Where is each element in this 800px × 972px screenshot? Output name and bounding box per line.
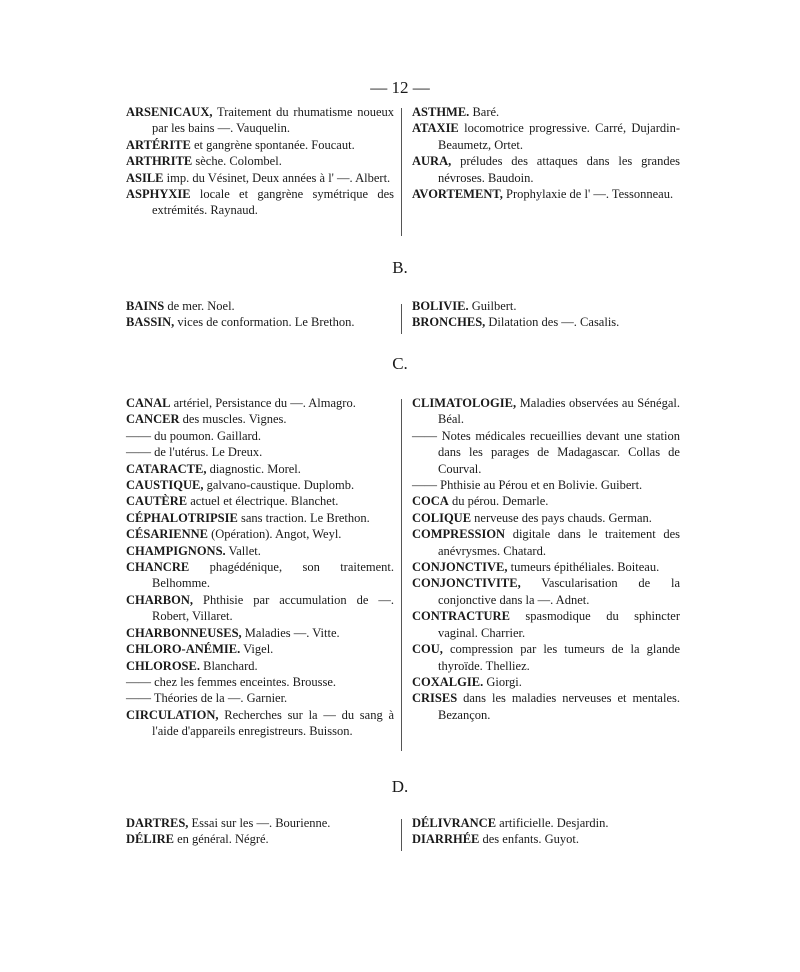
entry-heading: ——	[126, 691, 151, 706]
entry-text: sans traction. Le Brethon.	[237, 510, 370, 525]
entry-heading: ——	[126, 445, 151, 460]
index-entry	[126, 314, 394, 330]
index-entry	[126, 444, 394, 460]
entry-text: galvano-caustique. Duplomb.	[203, 478, 355, 493]
index-entry	[126, 395, 394, 411]
index-entry	[126, 707, 394, 740]
entry-text: vices de conformation. Le Brethon.	[174, 315, 355, 330]
entry-heading: CHAMPIGNONS.	[126, 543, 226, 558]
entry-text: Recherches sur la — du sang à l'aide d'appareils enregistreurs. Buisson.	[152, 707, 394, 739]
entry-heading: CATARACTE,	[126, 461, 207, 476]
entry-heading: COLIQUE	[412, 510, 472, 525]
entry-text: imp. du Vésinet, Deux années à l' —. Albert.	[163, 170, 391, 185]
index-entry	[412, 104, 680, 120]
entry-text: Dilatation des —. Casalis.	[485, 315, 620, 330]
index-entry	[412, 298, 680, 314]
index-entry	[126, 658, 394, 674]
entry-text: Maladies —. Vitte.	[241, 625, 340, 640]
index-entry	[412, 526, 680, 559]
entry-heading: ASPHYXIE	[126, 187, 191, 202]
column-divider	[401, 108, 402, 236]
entry-text: Vascularisation de la conjonctive dans la —. Adnet.	[438, 576, 680, 607]
index-entry	[126, 298, 394, 314]
entry-text: du pérou. Demarle.	[448, 494, 549, 509]
index-entry	[412, 395, 680, 428]
entry-heading: CÉPHALOTRIPSIE	[126, 510, 238, 525]
index-entry	[126, 559, 394, 592]
column-left	[126, 815, 394, 848]
entry-text: actuel et électrique. Blanchet.	[187, 494, 339, 509]
entry-text: Phthisie par accumulation de —. Robert, Villaret.	[152, 592, 394, 624]
column-right	[412, 104, 680, 202]
entry-heading: DIARRHÉE	[412, 832, 480, 847]
entry-text: de mer. Noel.	[164, 299, 235, 313]
entry-text: du poumon. Gaillard.	[151, 428, 262, 443]
column-divider	[401, 304, 402, 334]
entry-text: nerveuse des pays chauds. German.	[471, 510, 652, 525]
entry-heading: ATAXIE	[412, 121, 459, 136]
index-entry	[412, 559, 680, 575]
entry-heading: CHARBONNEUSES,	[126, 625, 242, 640]
index-entry	[412, 815, 680, 831]
index-entry	[412, 428, 680, 477]
entry-heading: CAUTÈRE	[126, 494, 188, 509]
index-entry	[126, 526, 394, 542]
entry-heading: CANCER	[126, 412, 180, 427]
index-entry	[412, 641, 680, 674]
entry-heading: DÉLIVRANCE	[412, 816, 497, 830]
entry-heading: CONJONCTIVE,	[412, 560, 508, 575]
column-divider	[401, 819, 402, 851]
column-right	[412, 298, 680, 331]
entry-text: digitale dans le traitement des anévrysmes. Chatard.	[438, 527, 680, 558]
entry-text: dans les maladies nerveuses et mentales. Bezançon.	[438, 691, 680, 722]
entry-heading: ——	[412, 428, 437, 443]
entry-text: locale et gangrène symétrique des extrémités. Raynaud.	[152, 187, 394, 218]
index-entry	[412, 831, 680, 847]
index-entry	[412, 186, 680, 202]
entry-heading: CRISES	[412, 691, 458, 706]
entry-text: Vigel.	[240, 642, 274, 657]
index-entry	[412, 510, 680, 526]
entry-text: de l'utérus. Le Dreux.	[151, 445, 263, 460]
entry-heading: CONJONCTIVITE,	[412, 576, 521, 591]
entry-heading: AVORTEMENT,	[412, 187, 503, 202]
entry-heading: BRONCHES,	[412, 315, 486, 330]
index-entry	[126, 428, 394, 444]
index-entry	[126, 674, 394, 690]
entry-text: Phthisie au Pérou et en Bolivie. Guibert.	[437, 478, 643, 493]
index-entry	[126, 153, 394, 169]
section-letter-d: D.	[391, 777, 409, 796]
entry-heading: CHLORO-ANÉMIE.	[126, 642, 241, 657]
entry-heading: CHANCRE	[126, 560, 190, 575]
entry-text: locomotrice progressive. Carré, Dujardin-Beaumetz, Ortet.	[438, 121, 680, 152]
index-entry	[126, 510, 394, 526]
entry-text: et gangrène spontanée. Foucaut.	[190, 137, 355, 152]
index-entry	[412, 477, 680, 493]
entry-heading: DÉLIRE	[126, 832, 174, 847]
column-left	[126, 298, 394, 331]
entry-heading: CHARBON,	[126, 592, 194, 607]
entry-heading: COU,	[412, 642, 443, 657]
index-entry	[126, 186, 394, 219]
entry-text: (Opération). Angot, Weyl.	[207, 527, 342, 542]
index-entry	[126, 411, 394, 427]
column-left	[126, 104, 394, 219]
entry-heading: CÉSARIENNE	[126, 527, 208, 542]
entry-text: sèche. Colombel.	[192, 154, 282, 169]
entry-heading: ——	[126, 428, 151, 443]
index-entry	[126, 170, 394, 186]
column-right	[412, 815, 680, 848]
entry-text: Essai sur les —. Bourienne.	[188, 816, 331, 830]
index-entry	[126, 831, 394, 847]
entry-text: compression par les tumeurs de la glande thyroïde. Thelliez.	[438, 642, 680, 673]
entry-text: en général. Négré.	[173, 832, 269, 847]
entry-heading: COMPRESSION	[412, 527, 506, 542]
entry-heading: CONTRACTURE	[412, 609, 510, 624]
entry-text: tumeurs épithéliales. Boiteau.	[507, 560, 660, 575]
entry-text: Théories de la —. Garnier.	[151, 691, 288, 706]
entry-heading: AURA,	[412, 154, 452, 169]
index-entry	[412, 314, 680, 330]
entry-text: diagnostic. Morel.	[206, 461, 301, 476]
index-entry	[126, 137, 394, 153]
entry-text: Maladies observées au Sénégal. Béal.	[438, 396, 680, 427]
entry-text: chez les femmes enceintes. Brousse.	[151, 674, 337, 689]
index-entry	[126, 690, 394, 706]
entry-text: Blanchard.	[199, 658, 258, 673]
entry-heading: COXALGIE.	[412, 674, 484, 689]
entry-heading: ——	[126, 674, 151, 689]
entry-text: Vallet.	[225, 543, 261, 558]
entry-text: Prophylaxie de l' —. Tessonneau.	[502, 187, 674, 202]
entry-heading: BAINS	[126, 299, 165, 313]
index-entry	[126, 477, 394, 493]
entry-text: Guilbert.	[468, 299, 517, 313]
index-entry	[412, 153, 680, 186]
index-entry	[412, 690, 680, 723]
index-entry	[412, 608, 680, 641]
page-number: — 12 —	[370, 78, 430, 97]
entry-heading: COCA	[412, 494, 449, 509]
column-left	[126, 395, 394, 740]
index-entry	[126, 815, 394, 831]
entry-heading: ——	[412, 478, 437, 493]
entry-heading: DARTRES,	[126, 816, 189, 830]
entry-heading: ASILE	[126, 170, 164, 185]
entry-text: artificielle. Desjardin.	[496, 816, 609, 830]
entry-heading: ARTÉRITE	[126, 137, 191, 152]
column-right	[412, 395, 680, 723]
index-entry	[126, 104, 394, 137]
entry-heading: ARSENICAUX,	[126, 105, 213, 119]
entry-text: préludes des attaques dans les grandes névroses. Baudoin.	[438, 154, 680, 185]
entry-heading: BASSIN,	[126, 315, 175, 330]
entry-text: Traitement du rhumatisme noueux par les bains —. Vauquelin.	[152, 105, 394, 136]
entry-heading: CANAL	[126, 396, 171, 410]
index-entry	[412, 575, 680, 608]
entry-text: des muscles. Vignes.	[179, 412, 287, 427]
entry-text: Giorgi.	[483, 674, 522, 689]
column-divider	[401, 399, 402, 751]
entry-text: artériel, Persistance du —. Almagro.	[170, 396, 356, 410]
entry-text: des enfants. Guyot.	[479, 832, 580, 847]
index-entry	[126, 641, 394, 657]
index-entry	[126, 592, 394, 625]
entry-heading: CAUSTIQUE,	[126, 478, 204, 493]
index-entry	[126, 625, 394, 641]
section-letter-b: B.	[392, 258, 408, 277]
entry-heading: CHLOROSE.	[126, 658, 200, 673]
index-entry	[412, 120, 680, 153]
entry-heading: ARTHRITE	[126, 154, 193, 169]
index-entry	[412, 493, 680, 509]
section-letter-c: C.	[392, 354, 408, 373]
index-entry	[412, 674, 680, 690]
index-entry	[126, 461, 394, 477]
entry-text: spasmodique du sphincter vaginal. Charrier.	[438, 609, 680, 640]
entry-text: Notes médicales recueillies devant une station dans les parages de Madagascar. Collas de Courval.	[437, 428, 680, 476]
index-entry	[126, 493, 394, 509]
index-entry	[126, 543, 394, 559]
entry-heading: CLIMATOLOGIE,	[412, 396, 517, 410]
entry-text: Baré.	[469, 105, 500, 119]
entry-heading: CIRCULATION,	[126, 707, 219, 722]
entry-heading: ASTHME.	[412, 105, 470, 119]
entry-heading: BOLIVIE.	[412, 299, 469, 313]
entry-text: phagédénique, son traitement. Belhomme.	[152, 560, 394, 591]
